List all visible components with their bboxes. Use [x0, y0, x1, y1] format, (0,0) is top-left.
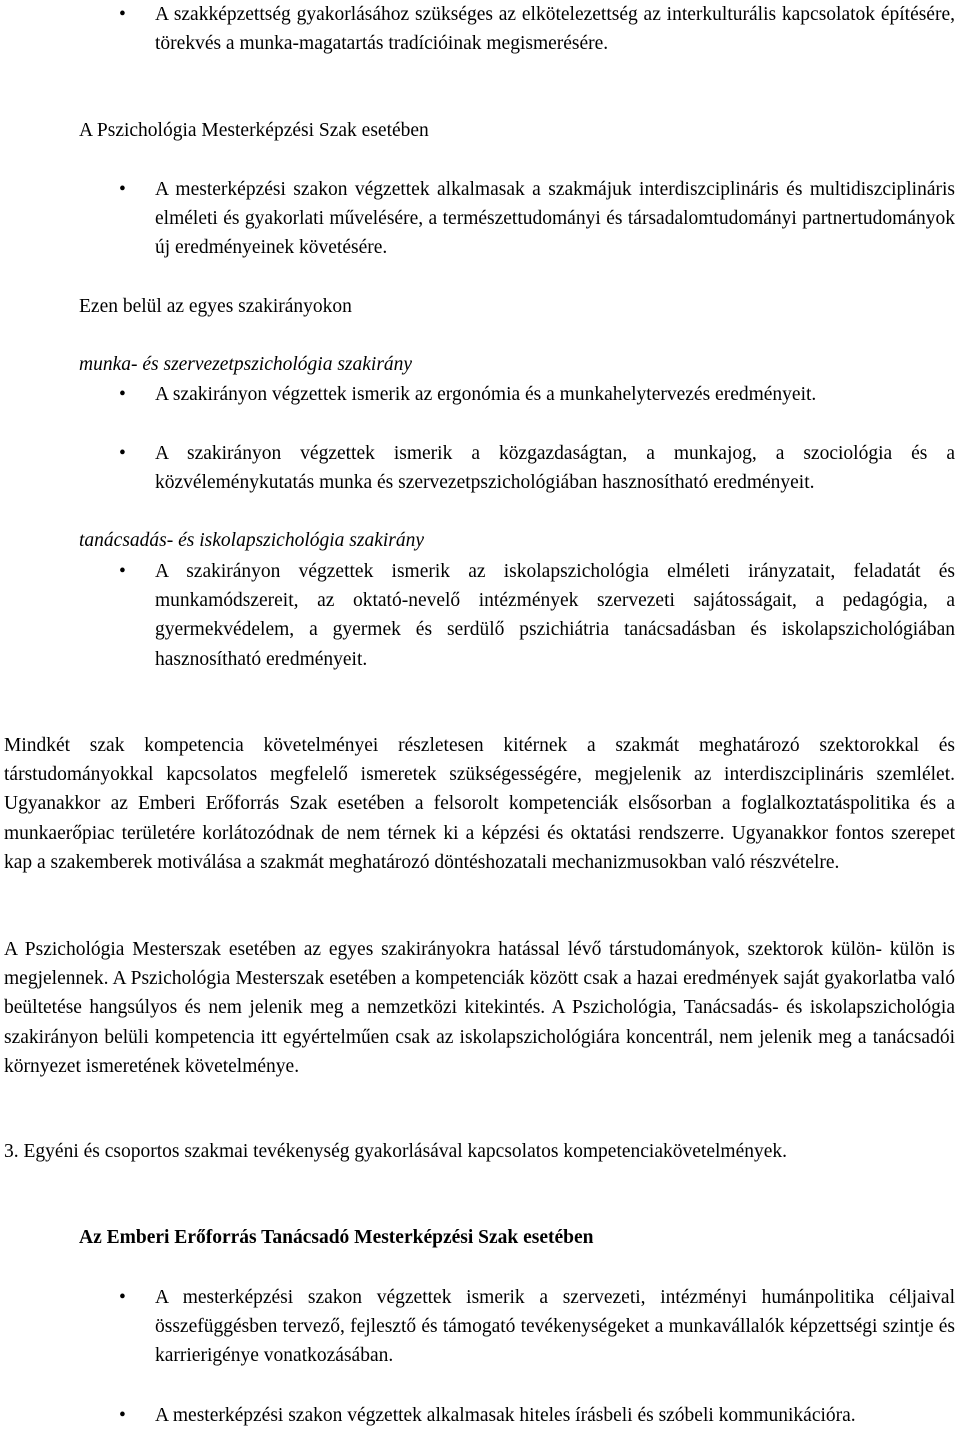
bullet-icon: •	[119, 1405, 126, 1426]
list-item-text: A mesterképzési szakon végzettek ismerik a szervezeti, intézményi humánpolitika céljaival összefüggésben tervező, fejlesztő és támogató tevékenységeket a munkavállalók képzettségi szintje és karrierigénye vonatkozásában.	[155, 1287, 955, 1367]
list-item-text: A szakirányon végzettek ismerik a közgazdaságtan, a munkajog, a szociológia és a közvéleménykutatás munka és szervezetpszichológiában hasznosítható eredményeit.	[155, 443, 955, 494]
specialization-title: munka- és szervezetpszichológia szakirány	[79, 354, 413, 375]
list-item	[119, 1401, 955, 1430]
list-item-text: A mesterképzési szakon végzettek alkalmasak hiteles írásbeli és szóbeli kommunikációra.	[155, 1405, 856, 1426]
list-item-text: A szakirányon végzettek ismerik az ergonómia és a munkahelytervezés eredményeit.	[155, 384, 817, 405]
list-item	[119, 380, 955, 409]
specializations-intro: Ezen belül az egyes szakirányokon	[79, 296, 352, 317]
list-item	[119, 557, 955, 674]
list-item	[119, 175, 955, 263]
list-item	[119, 1283, 955, 1371]
list-item-text: A szakképzettség gyakorlásához szükséges az elkötelezettség az interkulturális kapcsolatok építésére, törekvés a munka-magatartás tradícióinak megismerésére.	[155, 4, 955, 55]
bullet-icon: •	[119, 443, 126, 464]
list-item	[119, 439, 955, 497]
section-3-title: 3. Egyéni és csoportos szakmai tevékenység gyakorlásával kapcsolatos kompetenciakövetelmények.	[4, 1141, 787, 1162]
list-item-text: A szakirányon végzettek ismerik az iskolapszichológia elméleti irányzatait, feladatát és munkamódszereit, az oktató-nevelő intézmények szervezeti sajátosságait, a pedagógia, a gyermekvédelem, a gyermek és serdülő pszichiátria tanácsadásban és iskolapszichológiában hasznosítható eredményeit.	[155, 561, 955, 670]
paragraph: A Pszichológia Mesterszak esetében az egyes szakirányokra hatással lévő társtudományok, szektorok külön- külön is megjelennek. A Pszichológia Mesterszak esetében a kompetenciák között csak a hazai eredmények saját gyakorlatba való beültetése hangsúlyos és nem jelenik meg a nemzetközi kitekintés. A Pszichológia, Tanácsadás- és iskolapszichológia szakirányon belüli kompetencia itt egyértelműen csak az iskolapszichológiára koncentrál, nem jelenik meg a tanácsadói környezet ismeretének követelménye.	[4, 939, 955, 1077]
list-item	[119, 0, 955, 58]
section-heading: A Pszichológia Mesterképzési Szak esetében	[79, 120, 429, 141]
specialization-title: tanácsadás- és iskolapszichológia szakirány	[79, 530, 425, 551]
list-item-text: A mesterképzési szakon végzettek alkalmasak a szakmájuk interdiszciplináris és multidiszciplináris elméleti és gyakorlati művelésére, a természettudományi és társadalomtudományi partnertudományok új eredményeinek követésére.	[155, 179, 955, 259]
bullet-icon: •	[119, 561, 126, 582]
section-heading: Az Emberi Erőforrás Tanácsadó Mesterképzési Szak esetében	[79, 1227, 594, 1248]
bullet-icon: •	[119, 179, 126, 200]
bullet-icon: •	[119, 384, 126, 405]
paragraph: Mindkét szak kompetencia követelményei részletesen kitérnek a szakmát meghatározó szektorokkal és társtudományokkal kapcsolatos megfelelő ismeretek szükségességére, megjelenik az interdiszciplináris szemlélet. Ugyanakkor az Emberi Erőforrás Szak esetében a felsorolt kompetenciák elsősorban a foglalkoztatáspolitika és a munkaerőpiac területére korlátozódnak de nem térnek ki a képzési és oktatási rendszerre. Ugyanakkor fontos szerepet kap a szakemberek motiválása a szakmát meghatározó döntéshozatali mechanizmusokban való részvételre.	[4, 735, 955, 873]
bullet-icon: •	[119, 4, 126, 25]
bullet-icon: •	[119, 1287, 126, 1308]
